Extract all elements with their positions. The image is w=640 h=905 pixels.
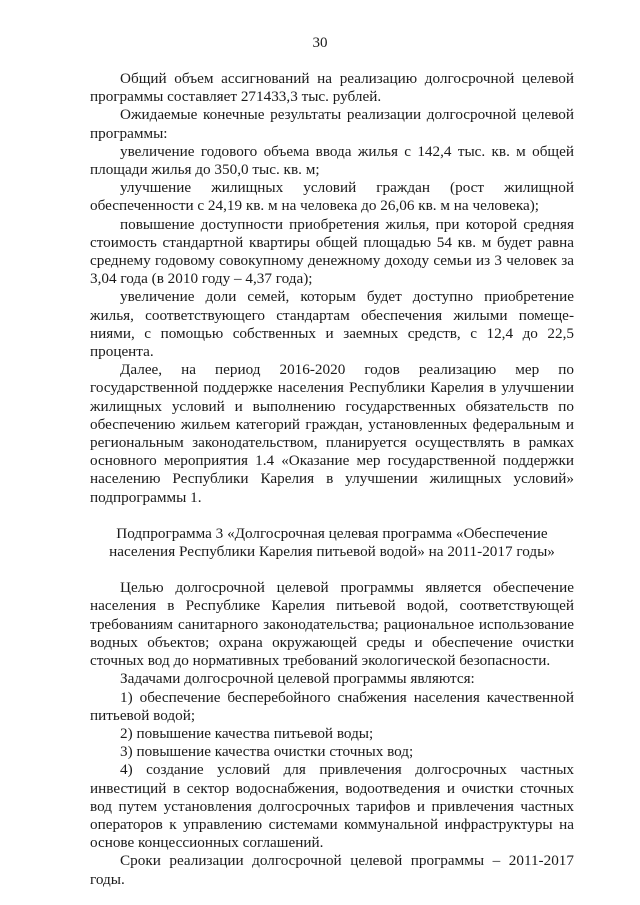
task-item-4: 4) создание условий для привлечения долгосрочных частных инвестиций в сектор водоснабжения, водоотведения и очистки сточных вод путем установления долгосрочных тарифов и привлечения частных операторов к управлению системами коммунальной инфраструктуры на основе концессионных соглашений. [90,761,574,852]
subprogram-3-heading: Подпрограмма 3 «Долгосрочная целевая программа «Обеспечение населения Республики Карелия питьевой водой» на 2011-2017 годы» [109,524,555,561]
paragraph-living-conditions: улучшение жилищных условий граждан (рост жилищной обеспеченности с 24,19 кв. м на человека до 26,06 кв. м на человека); [90,179,574,215]
page-number: 30 [312,35,328,51]
task-item-3: 3) повышение качества очистки сточных вод; [120,743,414,761]
paragraph-program-goal: Целью долгосрочной целевой программы является обеспечение населения в Республике Карелия питьевой водой, соответствующей требованиям санитарного законодательства; рациональное использование водных объектов; охрана окружающей среды и обеспечение очистки сточных вод до нормативных требований экологической безопасности. [90,579,574,670]
task-item-1: 1) обеспечение бесперебойного снабжения населения качественной питьевой водой; [90,688,574,724]
paragraph-tasks-intro: Задачами долгосрочной целевой программы являются: [120,670,475,688]
paragraph-housing-commissioning: увеличение годового объема ввода жилья с 142,4 тыс. кв. м общей площади жилья до 350,0 тыс. кв. м; [90,142,574,179]
paragraph-housing-affordability: повышение доступности приобретения жилья, при которой средняя стоимость стандартной квартиры общей площадью 54 кв. м будет равна среднему годовому совокупному денежному доходу семьи из 3 человек за 3,04 года (в 2010 году – 4,37 года); [90,215,574,288]
document-body [90,70,574,889]
paragraph-expected-results-intro: Ожидаемые конечные результаты реализации долгосрочной целевой программы: [90,106,574,142]
paragraph-total-funding: Общий объем ассигнований на реализацию долгосрочной целевой программы составляет 271433,3 тыс. рублей. [90,70,574,106]
paragraph-implementation-period: Сроки реализации долгосрочной целевой программы – 2011-2017 годы. [90,852,574,888]
task-item-2: 2) повышение качества питьевой воды; [120,724,374,742]
paragraph-2016-2020-period: Далее, на период 2016-2020 годов реализацию мер по государственной поддержке населения Республики Карелия в улучшении жилищных условий и выполнению государственных обязательств по обеспечению жильем категорий граждан, установленных федеральным и региональным законодательством, планируется осуществлять в рамках основного мероприятия 1.4 «Оказание мер государственной поддержки населению Республики Карелия в улучшении жилищных условий» подпрограммы 1. [90,361,574,506]
paragraph-families-share: увеличение доли семей, которым будет доступно приобретение жилья, соответствующего стандартам обеспечения жилыми помещениями, с помощью собственных и заемных средств, с 12,4 до 22,5 процента. [90,288,574,361]
